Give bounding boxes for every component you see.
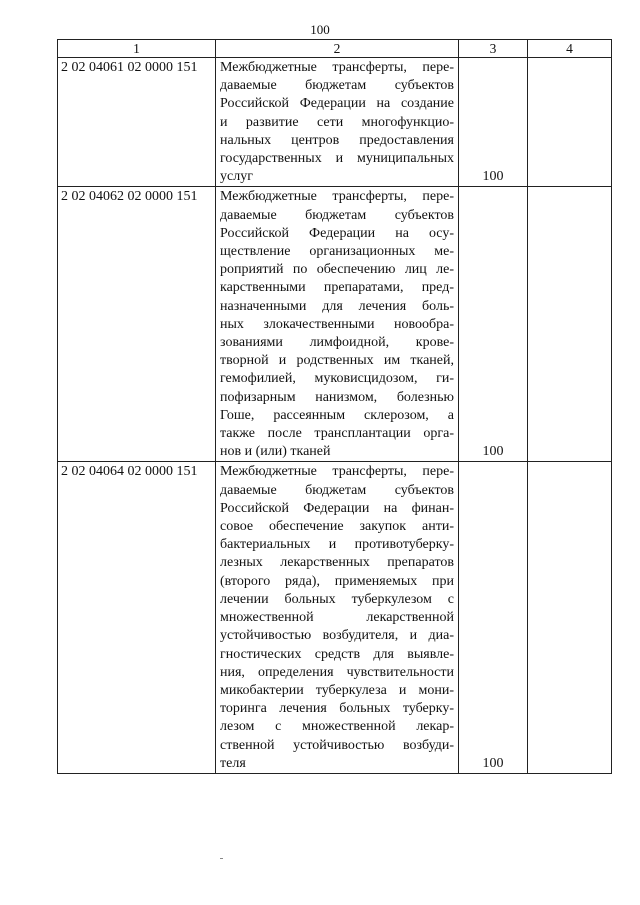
description-line: нальных центров предоставления: [220, 132, 454, 148]
description-line: услуг: [220, 169, 253, 185]
table-row: [58, 58, 612, 187]
value-cell: 100: [459, 187, 528, 462]
description-line: зованиями лимфоидной, крове-: [220, 335, 454, 351]
description-line: бактериальных и противотуберку-: [220, 537, 454, 553]
description-line: Российской Федерации на создание: [220, 96, 454, 112]
description-cell: [216, 58, 459, 187]
description-line: творной и родственных им тканей,: [220, 353, 454, 369]
page-number: 100: [310, 22, 330, 37]
description-line: ственной устойчивостью возбуди-: [220, 737, 454, 753]
description-line: лезных лекарственных препаратов: [220, 555, 454, 571]
budget-code-cell: 2 02 04064 02 0000 151: [58, 462, 216, 773]
description-line: также после трансплантации орга-: [220, 426, 454, 442]
description-line: гностических средств для выявле-: [220, 646, 454, 662]
column-header-2: 2: [216, 40, 459, 58]
budget-code-cell: 2 02 04062 02 0000 151: [58, 187, 216, 462]
description-line: множественной лекарственной: [220, 610, 454, 626]
column-header-4: 4: [528, 40, 612, 58]
scan-artifact: [220, 858, 223, 859]
description-line: назначенными для лечения боль-: [220, 298, 454, 314]
description-line: и развитие сети многофункцио-: [220, 114, 454, 130]
description-line: микобактерии туберкулеза и мони-: [220, 682, 454, 698]
description-line: Межбюджетные трансферты, пере-: [220, 464, 454, 480]
header-row: [58, 40, 612, 58]
budget-code-cell: 2 02 04061 02 0000 151: [58, 58, 216, 187]
value-cell: 100: [459, 462, 528, 773]
description-line: даваемые бюджетам субъектов: [220, 78, 454, 94]
description-line: лечении больных туберкулезом с: [220, 591, 454, 607]
column-4-cell: [528, 187, 612, 462]
description-line: Межбюджетные трансферты, пере-: [220, 60, 454, 75]
description-line: Межбюджетные трансферты, пере-: [220, 189, 454, 205]
description-line: роприятий по обеспечению лиц ле-: [220, 262, 454, 278]
budget-table: [57, 39, 612, 774]
description-line: совое обеспечение закупок анти-: [220, 519, 454, 535]
description-line: торинга лечения больных туберку-: [220, 701, 454, 717]
description-line: Российской Федерации на осу-: [220, 225, 454, 241]
description-line: пофизарным нанизмом, болезнью: [220, 389, 454, 405]
description-line: карственными препаратами, пред-: [220, 280, 454, 296]
description-line: даваемые бюджетам субъектов: [220, 482, 454, 498]
description-line: Российской Федерации на финан-: [220, 500, 454, 516]
table-row: [58, 462, 612, 773]
description-line: лезом с множественной лекар-: [220, 719, 454, 735]
description-line: Гоше, рассеянным склерозом, а: [220, 407, 454, 423]
table-body: [58, 58, 612, 774]
description-cell: [216, 462, 459, 773]
description-line: даваемые бюджетам субъектов: [220, 207, 454, 223]
column-4-cell: [528, 462, 612, 773]
description-line: ния, определения чувствительности: [220, 664, 454, 680]
description-cell: [216, 187, 459, 462]
description-line: теля: [220, 755, 246, 771]
column-header-3: 3: [459, 40, 528, 58]
value-cell: 100: [459, 58, 528, 187]
description-line: государственных и муниципальных: [220, 151, 454, 167]
description-line: ществление организационных ме-: [220, 244, 454, 260]
description-line: гемофилией, муковисцидозом, ги-: [220, 371, 454, 387]
column-header-1: 1: [58, 40, 216, 58]
table-row: [58, 187, 612, 462]
description-line: (второго ряда), применяемых при: [220, 573, 454, 589]
description-line: ных злокачественными новообра-: [220, 316, 454, 332]
description-line: устойчивостью возбудителя, и диа-: [220, 628, 454, 644]
description-line: нов и (или) тканей: [220, 444, 331, 460]
column-4-cell: [528, 58, 612, 187]
